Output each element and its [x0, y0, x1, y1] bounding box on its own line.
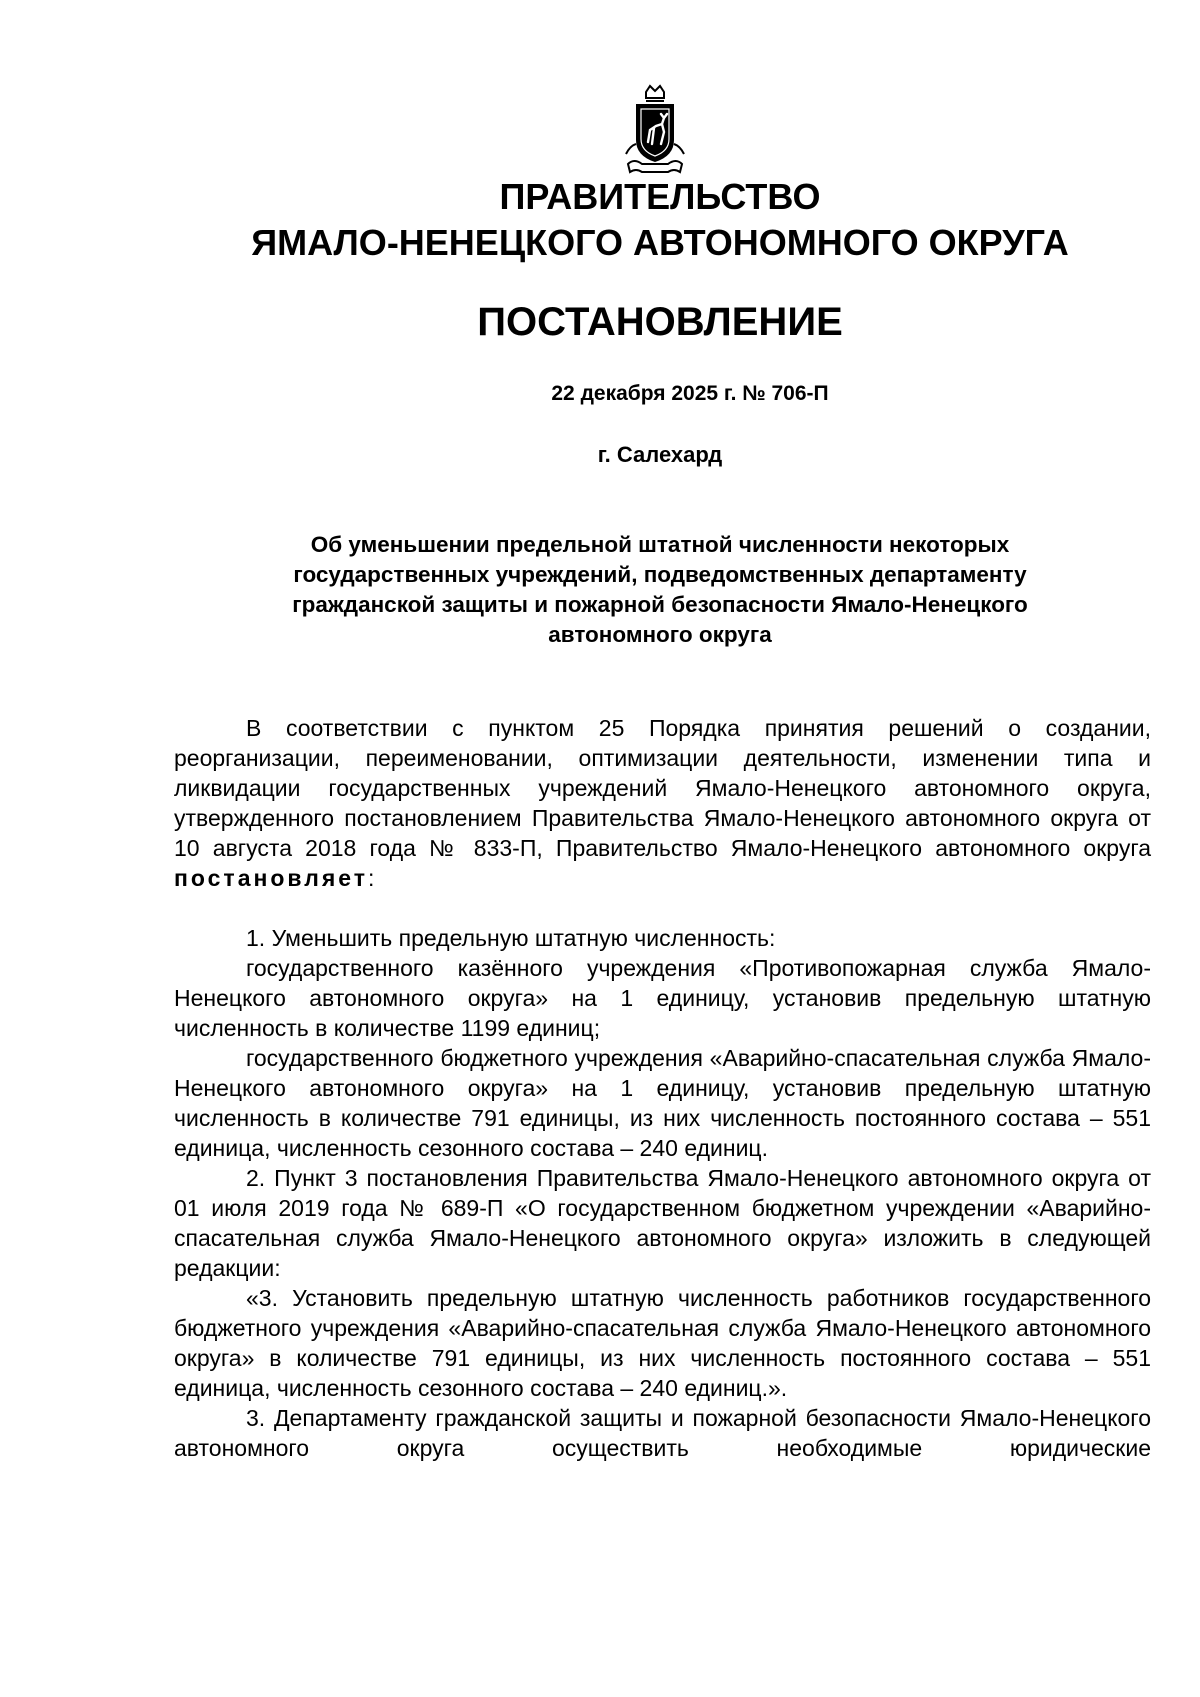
document-date-number: 22 декабря 2025 г. № 706-П	[551, 382, 829, 405]
item-1-subitem-2: государственного бюджетного учреждения «Аварийно-спасательная служба Ямало-Ненецкого автономного округа» на 1 единицу, установив предельную штатную численность в количестве 791 единицы, из них численность постоянного состава – 551 единица, численность сезонного состава – 240 единиц.	[174, 1045, 1151, 1161]
item-1-subitem-1: государственного казённого учреждения «Противопожарная служба Ямало-Ненецкого автономного округа» на 1 единицу, установив предельную штатную численность в количестве 1199 единиц;	[174, 955, 1151, 1041]
coat-of-arms-icon	[624, 84, 686, 176]
preamble-text: В соответствии с пунктом 25 Порядка принятия решений о создании, реорганизации, переименовании, оптимизации деятельности, изменении типа и ликвидации государственных учреждений Ямало-Ненецкого автономного округа, утвержденного постановлением Правительства Ямало-Ненецкого автономного округа от 10 августа 2018 года № 833-П, Правительство Ямало-Ненецкого автономного округа	[174, 715, 1151, 861]
document-type: ПОСТАНОВЛЕНИЕ	[477, 300, 843, 344]
item-2-quote: «3. Установить предельную штатную численность работников государственного бюджетного учреждения «Аварийно-спасательная служба Ямало-Ненецкого автономного округа» в количестве 791 единицы, из них численность постоянного состава – 551 единица, численность сезонного состава – 240 единиц.».	[174, 1285, 1151, 1401]
preamble-paragraph	[174, 713, 1151, 893]
item-1-intro: 1. Уменьшить предельную штатную численность:	[246, 925, 776, 951]
item-3-paragraph: 3. Департаменту гражданской защиты и пожарной безопасности Ямало-Ненецкого автономного округа осуществить необходимые юридические	[174, 1405, 1151, 1461]
decree-word: постановляет	[174, 865, 369, 891]
document-subject: Об уменьшении предельной штатной численности некоторых государственных учреждений, подведомственных департаменту гражданской защиты и пожарной безопасности Ямало-Ненецкого автономного округа	[292, 532, 1028, 647]
government-name-line1: ПРАВИТЕЛЬСТВО	[499, 176, 821, 217]
item-2-paragraph: 2. Пункт 3 постановления Правительства Ямало-Ненецкого автономного округа от 01 июля 2019 года № 689-П «О государственном бюджетном учреждении «Аварийно-спасательная служба Ямало-Ненецкого автономного округа» изложить в следующей редакции:	[174, 1165, 1151, 1281]
preamble-end: :	[368, 865, 375, 891]
document-city: г. Салехард	[597, 442, 723, 467]
document-body	[174, 713, 1151, 1463]
government-name-line2: ЯМАЛО-НЕНЕЦКОГО АВТОНОМНОГО ОКРУГА	[251, 222, 1069, 263]
